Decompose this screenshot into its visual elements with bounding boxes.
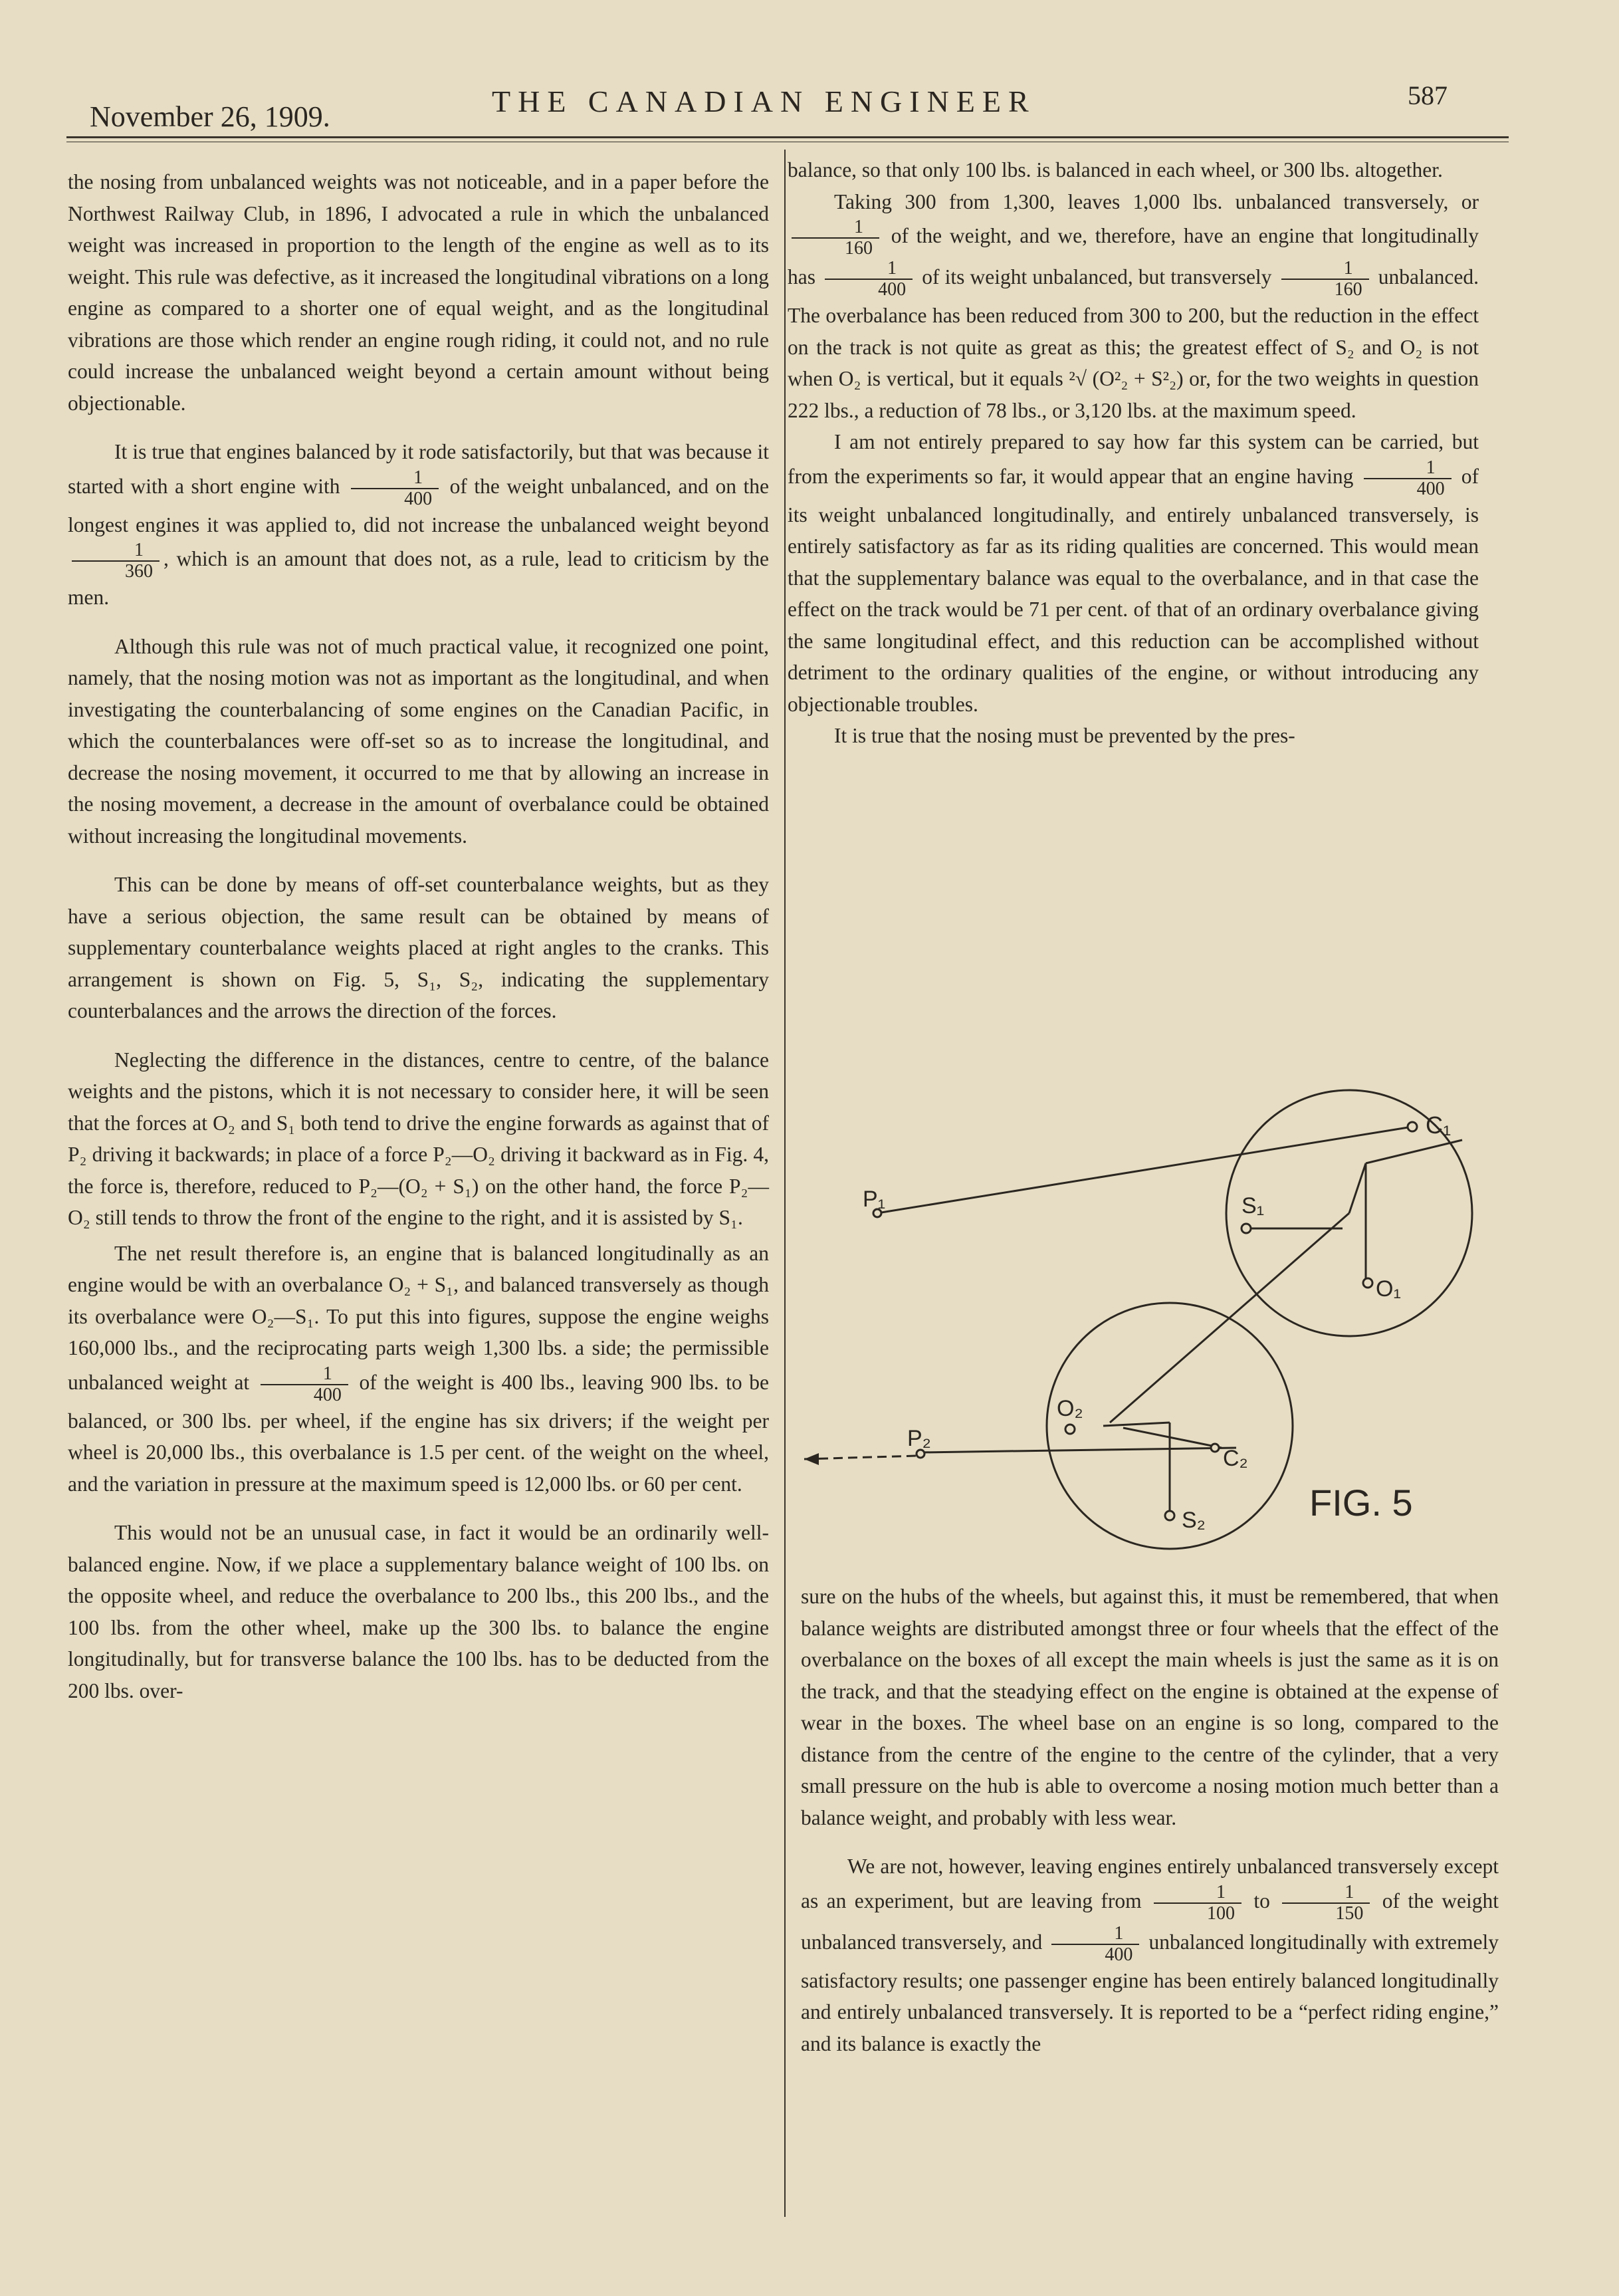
upper-crank <box>1349 1163 1366 1213</box>
right-p3-text-b: of its weight unbalanced longitudinally, and entirely unbalanced transversely, is entirely satisfactory as far as its riding qualities are concerned. This would mean that the supplementary balance was equal to the overbalance, and in that case the effect on the track would be 71 per cent. of that of an ordinary overbalance giving the same longitudinal effect, and this reduction can be accomplished without detriment to the ordinary qualities of the engine, or without introducing any objectionable troubles. <box>788 464 1479 716</box>
label-p1: P₁ <box>863 1187 886 1212</box>
left-paragraph-6 <box>68 1238 769 1500</box>
left-column <box>68 166 769 1706</box>
label-o1: O₁ <box>1376 1276 1401 1302</box>
right-p2-text-c: of its weight unbalanced, but transversely <box>922 265 1272 289</box>
fraction-1-400: $\frac{1}{400}$ <box>351 468 439 509</box>
issue-date: November 26, 1909. <box>90 100 330 133</box>
arrowhead-left <box>804 1453 819 1465</box>
fraction-1-400-d: $\frac{1}{400}$ <box>1364 458 1452 499</box>
right-paragraph-6 <box>801 1851 1499 2059</box>
left-paragraph-2 <box>68 436 769 614</box>
point-c2 <box>1211 1444 1219 1452</box>
point-s2 <box>1165 1511 1174 1520</box>
figure-5-diagram <box>798 1084 1489 1562</box>
point-c1 <box>1408 1122 1417 1131</box>
right-paragraph-2 <box>788 186 1479 427</box>
fraction-1-160-b: $\frac{1}{160}$ <box>1281 259 1369 300</box>
main-rod-1 <box>877 1127 1412 1213</box>
right-p2-text-b: of the weight, and we, therefore, have an engine that longitudinally has <box>788 224 1479 289</box>
right-p6-text-a: We are not, however, leaving engines entirely unbalanced transversely except as an experiment, but are leaving from <box>801 1855 1499 1912</box>
label-p2: P₂ <box>907 1426 931 1451</box>
right-p6-text-c: unbalanced longitudinally with extremely satisfactory results; one passenger engine has been entirely balanced longitudinally and entirely unbalanced transversely. It is reported to be a “perfect riding engine,” and its balance is exactly the <box>801 1930 1499 2055</box>
label-s1: S₁ <box>1241 1193 1265 1218</box>
label-c2: C₂ <box>1223 1446 1248 1471</box>
fraction-1-400-b: $\frac{1}{400}$ <box>261 1364 348 1405</box>
fraction-1-160: $\frac{1}{160}$ <box>792 217 879 259</box>
point-o2 <box>1065 1425 1075 1434</box>
right-p3-text-a: I am not entirely prepared to say how far this system can be carried, but from the experiments so far, it would appear that an engine having <box>788 430 1479 488</box>
left-paragraph-7: This would not be an unusual case, in fact it would be an ordinarily well-balanced engine. Now, if we place a supplementary balance weight of 100 lbs. on the opposite wheel, and reduce the overbalance to 200 lbs., this 200 lbs., and the 100 lbs. from the other wheel, make up the 300 lbs. to balance the engine longitudinally, but for transverse balance the 100 lbs. has to be deducted from the 200 lbs. over- <box>68 1521 769 1702</box>
lower-crank-arm <box>1103 1423 1170 1426</box>
point-o1 <box>1363 1278 1372 1288</box>
figure-caption: FIG. 5 <box>1309 1482 1413 1524</box>
right-p2-text-d: unbalanced. The overbalance has been reduced from 300 to 200, but the reduction in the effect on the track is not quite as great as this; the greatest effect of S₂ and O₂ is not when O₂ is vertical, but it equals ²√ (O²₂ + S²₂) or, for the two weights in question 222 lbs., a reduction of 78 lbs., or 3,120 lbs. at the maximum speed. <box>788 265 1479 422</box>
header-rule <box>66 136 1509 138</box>
c2-arm <box>1123 1428 1222 1448</box>
fraction-1-400-c: $\frac{1}{400}$ <box>825 259 913 300</box>
right-p6-to: to <box>1253 1889 1270 1912</box>
left-paragraph-3: Although this rule was not of much practical value, it recognized one point, namely, that the nosing motion was not as important as the longitudinal, and when investigating the counterbalancing of some engines on the Canadian Pacific, in which the counterbalances were off-set so as to increase the longitudinal, and decrease the nosing movement, it occurred to me that by allowing an increase in the nosing movement, a decrease in the amount of overbalance could be obtained without increasing the longitudinal movements. <box>68 634 769 848</box>
force-arrow-dashed <box>804 1456 917 1459</box>
left-paragraph-1: the nosing from unbalanced weights was not noticeable, and in a paper before the Northwest Railway Club, in 1896, I advocated a rule in which the unbalanced weight was increased in proportion to the length of the engine as well as to its weight. This rule was defective, as it increased the longitudinal vibrations on a long engine as compared to a shorter one of equal weight, and as the longitudinal vibrations are those which render an engine rough riding, it could not, and no rule could increase the unbalanced weight beyond a certain amount without being objectionable. <box>68 170 769 415</box>
figure-5 <box>798 1084 1489 1562</box>
right-paragraph-3 <box>788 426 1479 720</box>
fraction-1-100: $\frac{1}{100}$ <box>1154 1883 1241 1924</box>
left-p6-text-b: of the weight is 400 lbs., leaving 900 lbs. to be balanced, or 300 lbs. per wheel, if the engine has six drivers; if the weight per wheel is 20,000 lbs., this overbalance is 1.5 per cent. of the weight on the wheel, and the variation in pressure at the maximum speed is 12,000 lbs. or 60 per cent. <box>68 1370 770 1496</box>
right-paragraph-1: balance, so that only 100 lbs. is balanced in each wheel, or 300 lbs. altogether. <box>788 158 1443 181</box>
left-p6-text-a: The net result therefore is, an engine that is balanced longitudinally as an engine would be with an overbalance O₂ + S₁, and balanced transversely as though its overbalance were O₂—S₁. To put this into figures, suppose the engine weighs 160,000 lbs., and the reciprocating parts weigh 1,300 lbs. a side; the permissible unbalanced weight at <box>68 1241 769 1394</box>
main-rod-2 <box>920 1448 1236 1452</box>
right-paragraph-5: sure on the hubs of the wheels, but against this, it must be remembered, that when balance weights are distributed amongst three or four wheels that the effect of the overbalance on the boxes of all except the main wheels is just the same as it is on the track, and that the steadying effect on the engine is obtained at the expense of wear in the boxes. The wheel base on an engine is so long, compared to the distance from the centre of the engine to the centre of the cylinder, that a very small pressure on the hub is able to overcome a nosing motion much better than a balance weight, and probably with less wear. <box>801 1585 1499 1829</box>
right-column-top <box>788 154 1479 752</box>
upper-crank-arm <box>1366 1140 1462 1163</box>
fraction-1-150: $\frac{1}{150}$ <box>1282 1883 1370 1924</box>
column-divider <box>784 150 786 2217</box>
right-paragraph-4: It is true that the nosing must be prevented by the pres- <box>834 724 1295 747</box>
left-p2-text-c: , which is an amount that does not, as a rule, lead to criticism by the men. <box>68 547 769 609</box>
page-number: 587 <box>1408 80 1448 110</box>
label-c1: C₁ <box>1426 1111 1452 1139</box>
journal-title: THE CANADIAN ENGINEER <box>492 84 1036 118</box>
label-s2: S₂ <box>1182 1508 1206 1533</box>
label-o2: O₂ <box>1057 1396 1083 1421</box>
left-p2-text-b: of the weight unbalanced, and on the longest engines it was applied to, did not increase the unbalanced weight beyond <box>68 474 769 536</box>
right-column-bottom <box>801 1581 1499 2059</box>
point-s1 <box>1241 1224 1251 1233</box>
left-p2-text-a: It is true that engines balanced by it rode satisfactorily, but that was because it started with a short engine with <box>68 440 769 498</box>
fraction-1-360: $\frac{1}{360}$ <box>72 540 160 582</box>
right-p2-text-a: Taking 300 from 1,300, leaves 1,000 lbs. unbalanced transversely, or <box>834 189 1479 213</box>
fraction-1-400-e: $\frac{1}{400}$ <box>1051 1924 1139 1965</box>
right-p6-text-b: of the weight unbalanced transversely, and <box>801 1889 1499 1954</box>
left-paragraph-4: This can be done by means of off-set counterbalance weights, but as they have a serious objection, the same result can be obtained by means of supplementary counterbalance weights placed at right angles to the cranks. This arrangement is shown on Fig. 5, S₁, S₂, indicating the supplementary counterbalances and the arrows the direction of the forces. <box>68 873 769 1022</box>
left-paragraph-5: Neglecting the difference in the distances, centre to centre, of the balance weights and the pistons, which it is not necessary to consider here, it will be seen that the forces at O₂ and S₁ both tend to drive the engine forwards as against that of P₂ driving it backwards; in place of a force P₂—O₂ driving it backward as in Fig. 4, the force is, therefore, reduced to P₂—(O₂ + S₁) on the other hand, the force P₂—O₂ still tends to throw the front of the engine to the right, and it is assisted by S₁. <box>68 1048 769 1229</box>
